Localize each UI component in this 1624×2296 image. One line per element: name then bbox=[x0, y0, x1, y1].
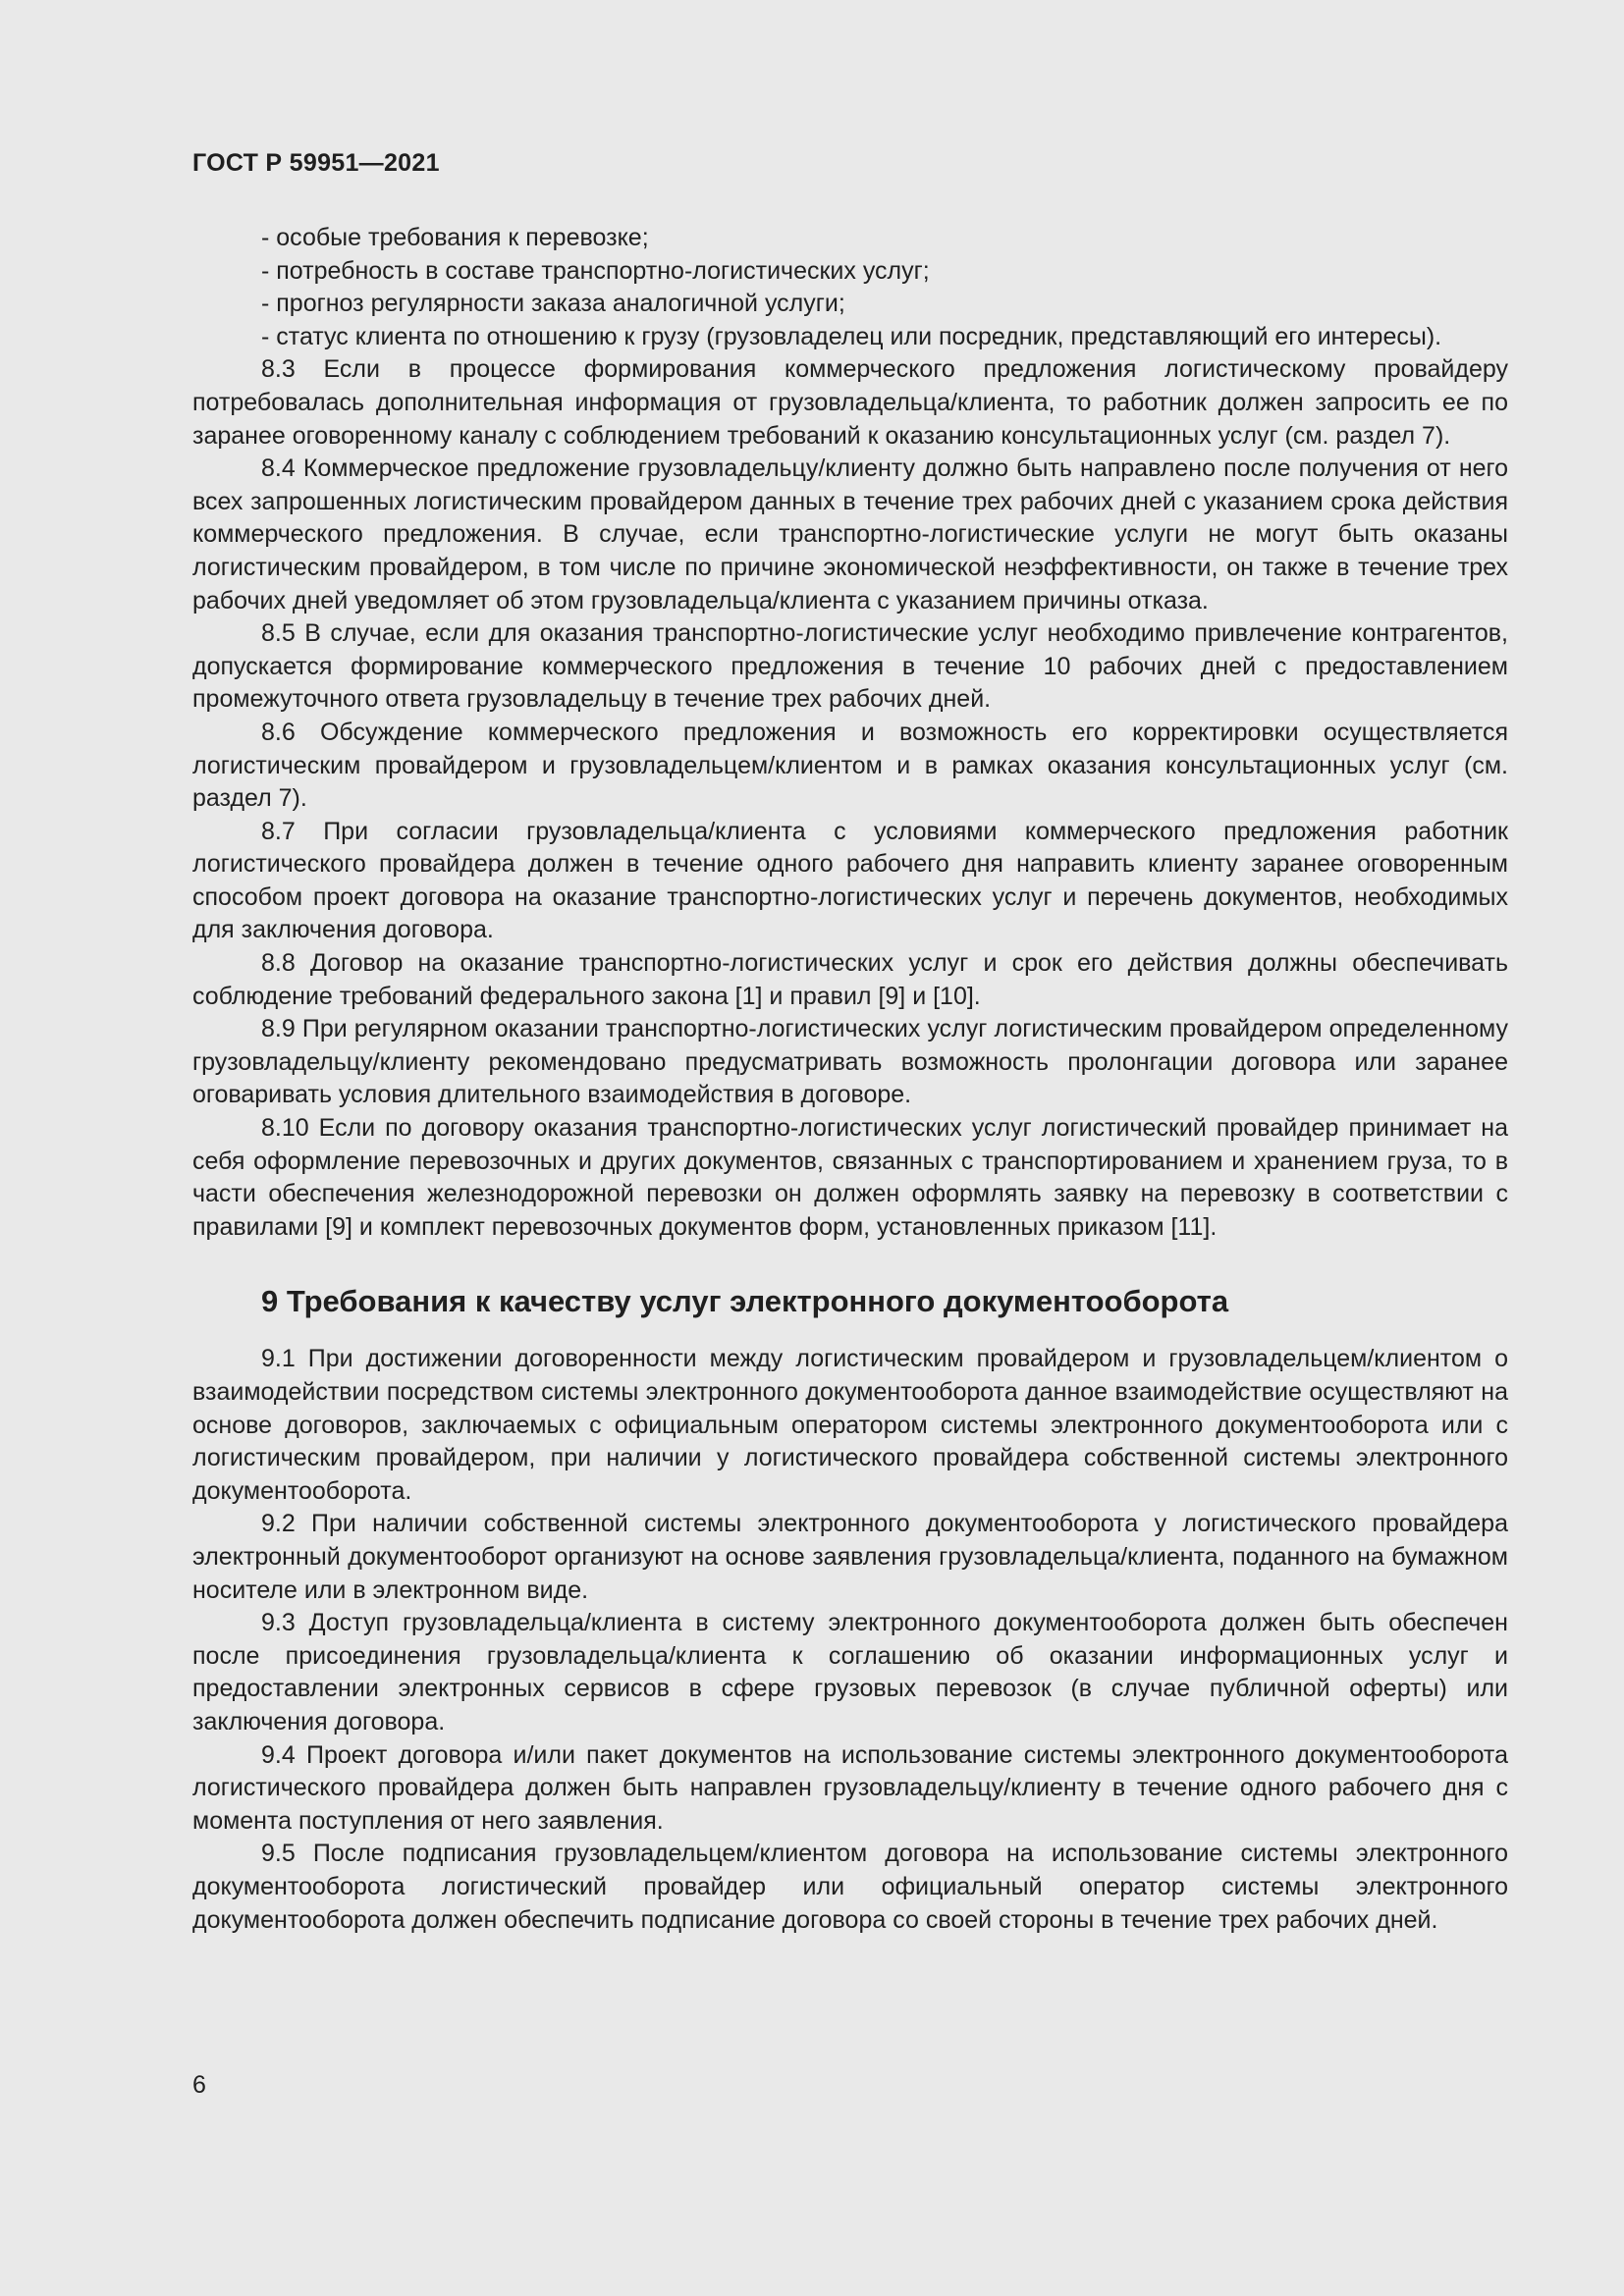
list-item-regularity-forecast: - прогноз регулярности заказа аналогичной услуги; bbox=[261, 290, 845, 318]
list-item-special-requirements: - особые требования к перевозке; bbox=[261, 224, 649, 251]
clause-9-3: 9.3 Доступ грузовладельца/клиента в систему электронного документооборота должен быть обеспечен после присоединения грузовладельца/клиента к соглашению об оказании информационных услуг и предоставлении электронных сервисов в сфере грузовых перевозок (в случае публичной оферты) или заключения договора. bbox=[192, 1609, 1508, 1735]
clause-8-7: 8.7 При согласии грузовладельца/клиента с условиями коммерческого предложения работник логистического провайдера должен в течение одного рабочего дня направить клиенту заранее оговоренным способом проект договора на оказание транспортно-логистических услуг и перечень документов, необходимых для заключения договора. bbox=[192, 817, 1508, 944]
clause-8-3: 8.3 Если в процессе формирования коммерческого предложения логистическому провайдеру потребовалась дополнительная информация от грузовладельца/клиента, то работник должен запросить ее по заранее оговоренному каналу с соблюдением требований к оказанию консультационных услуг (см. раздел 7). bbox=[192, 355, 1508, 450]
clause-9-5: 9.5 После подписания грузовладельцем/клиентом договора на использование системы электронного документооборота логистический провайдер или официальный оператор системы электронного документооборота должен обеспечить подписание договора со своей стороны в течение трех рабочих дней. bbox=[192, 1840, 1508, 1934]
clause-9-2: 9.2 При наличии собственной системы электронного документооборота у логистического провайдера электронный документооборот организуют на основе заявления грузовладельца/клиента, поданного на бумажном носителе или в электронном виде. bbox=[192, 1510, 1508, 1604]
list-item-client-status: - статус клиента по отношению к грузу (грузовладелец или посредник, представляющий его интересы). bbox=[261, 322, 1442, 350]
clause-8-5: 8.5 В случае, если для оказания транспортно-логистические услуг необходимо привлечение контрагентов, допускается формирование коммерческого предложения в течение 10 рабочих дней с предоставлением промежуточного ответа грузовладельцу в течение трех рабочих дней. bbox=[192, 619, 1508, 714]
clause-8-8: 8.8 Договор на оказание транспортно-логистических услуг и срок его действия должны обеспечивать соблюдение требований федерального закона [1] и правил [9] и [10]. bbox=[192, 949, 1508, 1010]
section-9-title: 9 Требования к качеству услуг электронного документооборота bbox=[261, 1284, 1229, 1319]
document-code-header: ГОСТ Р 59951—2021 bbox=[192, 149, 440, 177]
clause-9-1: 9.1 При достижении договоренности между логистическим провайдером и грузовладельцем/клиентом о взаимодействии посредством системы электронного документооборота данное взаимодействие осуществляют на основе договоров, заключаемых с официальным оператором системы электронного документооборота или с логистическим провайдером, при наличии у логистического провайдера собственной системы электронного документооборота. bbox=[192, 1345, 1508, 1505]
list-item-service-needs: - потребность в составе транспортно-логистических услуг; bbox=[261, 256, 930, 285]
clause-8-4: 8.4 Коммерческое предложение грузовладельцу/клиенту должно быть направлено после получения от него всех запрошенных логистическим провайдером данных в течение трех рабочих дней с указанием срока действия коммерческого предложения. В случае, если транспортно-логистические услуги не могут быть оказаны логистическим провайдером, в том числе по причине экономической неэффективности, он также в течение трех рабочих дней уведомляет об этом грузовладельца/клиента с указанием причины отказа. bbox=[192, 454, 1508, 614]
clause-8-6: 8.6 Обсуждение коммерческого предложения и возможность его корректировки осуществляется логистическим провайдером и грузовладельцем/клиентом и в рамках оказания консультационных услуг (см. раздел 7). bbox=[192, 718, 1508, 813]
clause-8-10: 8.10 Если по договору оказания транспортно-логистических услуг логистический провайдер принимает на себя оформление перевозочных и других документов, связанных с транспортированием и хранением груза, то в части обеспечения железнодорожной перевозки он должен оформлять заявку на перевозку в соответствии с правилами [9] и комплект перевозочных документов форм, установленных приказом [11]. bbox=[192, 1114, 1508, 1241]
clause-9-4: 9.4 Проект договора и/или пакет документов на использование системы электронного документооборота логистического провайдера должен быть направлен грузовладельцу/клиенту в течение одного рабочего дня с момента поступления от него заявления. bbox=[192, 1740, 1508, 1835]
page-body bbox=[192, 222, 1508, 1937]
page-number: 6 bbox=[192, 2071, 206, 2099]
clause-8-9: 8.9 При регулярном оказании транспортно-логистических услуг логистическим провайдером определенному грузовладельцу/клиенту рекомендовано предусматривать возможность пролонгации договора или заранее оговаривать условия длительного взаимодействия в договоре. bbox=[192, 1015, 1508, 1109]
